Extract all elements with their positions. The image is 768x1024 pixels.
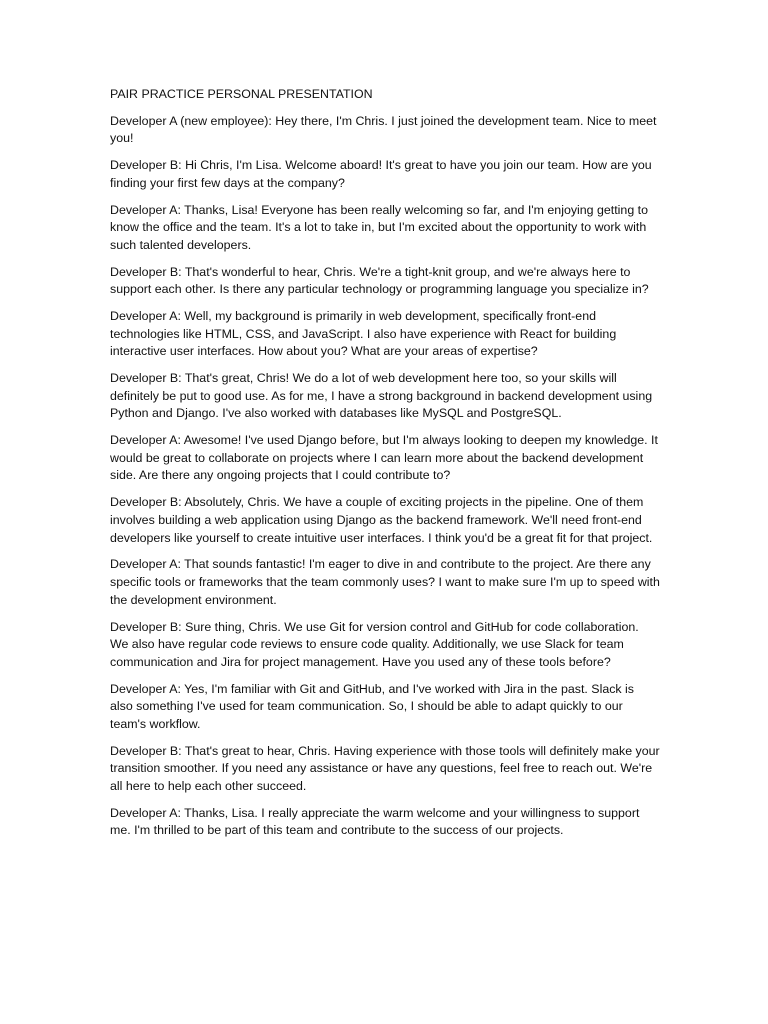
dialogue-paragraph: Developer A: Yes, I'm familiar with Git and GitHub, and I've worked with Jira in the past. Slack is also something I've used for team communication. So, I should be able to adapt quickly to our team's workflow. xyxy=(110,681,634,731)
document-body xyxy=(110,86,660,849)
document-title: PAIR PRACTICE PERSONAL PRESENTATION xyxy=(110,87,373,101)
dialogue-paragraph: Developer A: Well, my background is primarily in web development, specifically front-end technologies like HTML, CSS, and JavaScript. I also have experience with React for building interactive user interfaces. How about you? What are your areas of expertise? xyxy=(110,309,617,359)
dialogue-paragraph: Developer B: Absolutely, Chris. We have a couple of exciting projects in the pipeline. One of them involves building a web application using Django as the backend framework. We'll need front-end developers like yourself to create intuitive user interfaces. I think you'd be a great fit for that project. xyxy=(110,495,653,545)
dialogue-paragraph: Developer A (new employee): Hey there, I'm Chris. I just joined the development team. Nice to meet you! xyxy=(110,113,657,146)
dialogue-paragraph: Developer A: Thanks, Lisa! Everyone has been really welcoming so far, and I'm enjoying getting to know the office and the team. It's a lot to take in, but I'm excited about the opportunity to work with such talented developers. xyxy=(110,202,648,252)
dialogue-paragraph: Developer B: Hi Chris, I'm Lisa. Welcome aboard! It's great to have you join our team. How are you finding your first few days at the company? xyxy=(110,158,652,190)
dialogue-paragraph: Developer B: That's great, Chris! We do a lot of web development here too, so your skills will definitely be put to good use. As for me, I have a strong background in backend development using Python and Django. I've also worked with databases like MySQL and PostgreSQL. xyxy=(110,371,653,421)
dialogue-paragraph: Developer A: That sounds fantastic! I'm eager to dive in and contribute to the project. Are there any specific tools or frameworks that the team commonly uses? I want to make sure I'm up to speed with the development environment. xyxy=(110,557,660,607)
dialogue-paragraph: Developer A: Thanks, Lisa. I really appreciate the warm welcome and your willingness to support me. I'm thrilled to be part of this team and contribute to the success of our projects. xyxy=(110,805,640,838)
dialogue-paragraph: Developer A: Awesome! I've used Django before, but I'm always looking to deepen my knowledge. It would be great to collaborate on projects where I can learn more about the backend development side. Are there any ongoing projects that I could contribute to? xyxy=(110,433,658,483)
dialogue-paragraph: Developer B: That's great to hear, Chris. Having experience with those tools will definitely make your transition smoother. If you need any assistance or have any questions, feel free to reach out. We're all here to help each other succeed. xyxy=(110,743,660,793)
dialogue-paragraph: Developer B: That's wonderful to hear, Chris. We're a tight-knit group, and we're always here to support each other. Is there any particular technology or programming language you specialize in? xyxy=(110,264,649,297)
dialogue-paragraph: Developer B: Sure thing, Chris. We use Git for version control and GitHub for code collaboration. We also have regular code reviews to ensure code quality. Additionally, we use Slack for team communication and Jira for project management. Have you used any of these tools before? xyxy=(110,619,639,669)
